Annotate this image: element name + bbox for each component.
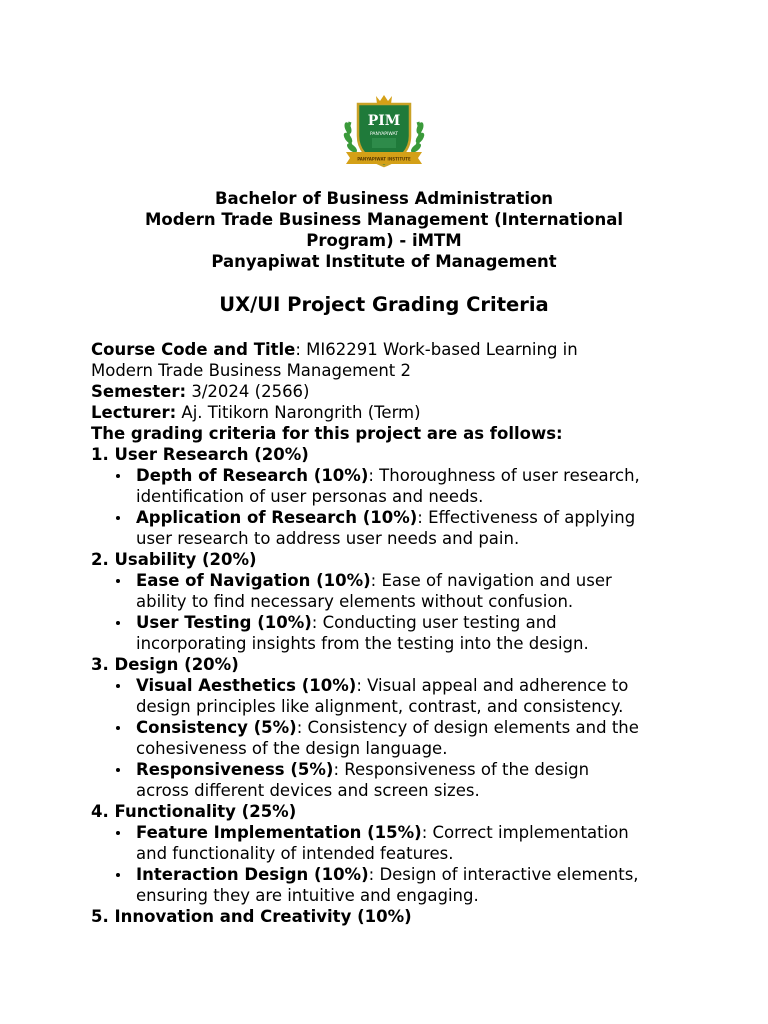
- criteria-name: Consistency (5%): [136, 718, 297, 737]
- course-info: [91, 339, 691, 381]
- header-program-line1: Modern Trade Business Management (International: [144, 210, 624, 229]
- criteria-item: [136, 717, 691, 759]
- criteria-desc: design principles like alignment, contrast, and consistency.: [136, 697, 624, 716]
- criteria-name: Visual Aesthetics (10%): [136, 676, 357, 695]
- section-heading: 2. Usability (20%): [91, 550, 257, 569]
- criteria-name: Feature Implementation (15%): [136, 823, 422, 842]
- criteria-item: [136, 864, 691, 906]
- criteria-list: [91, 822, 691, 906]
- criteria-desc: : Correct implementation: [421, 823, 629, 842]
- header-program-line2: Program) - iMTM: [306, 231, 462, 250]
- criteria-desc: : Thoroughness of user research,: [368, 466, 640, 485]
- course-value-line1: : MI62291 Work-based Learning in: [295, 340, 578, 359]
- criteria-desc: : Consistency of design elements and the: [296, 718, 639, 737]
- criteria-desc: ability to find necessary elements without confusion.: [136, 592, 574, 611]
- criteria-item: [136, 822, 691, 864]
- lecturer-label: Lecturer:: [91, 403, 177, 422]
- criteria-item: [136, 507, 691, 549]
- criteria-list: [91, 570, 691, 654]
- criteria-list: [91, 465, 691, 549]
- section-heading: 4. Functionality (25%): [91, 802, 297, 821]
- criteria-desc: : Design of interactive elements,: [368, 865, 639, 884]
- header-degree: Bachelor of Business Administration: [214, 189, 554, 208]
- criteria-desc: : Visual appeal and adherence to: [356, 676, 629, 695]
- criteria-item: [136, 570, 691, 612]
- section-heading: 3. Design (20%): [91, 655, 239, 674]
- criteria-desc: cohesiveness of the design language.: [136, 739, 448, 758]
- page-title: UX/UI Project Grading Criteria: [219, 293, 549, 316]
- program-header: [0, 188, 768, 272]
- criteria-desc: incorporating insights from the testing into the design.: [136, 634, 589, 653]
- criteria-item: [136, 759, 691, 801]
- criteria-desc: : Conducting user testing and: [311, 613, 557, 632]
- criteria-desc: : Effectiveness of applying: [417, 508, 636, 527]
- criteria-desc: and functionality of intended features.: [136, 844, 454, 863]
- lecturer-value: Aj. Titikorn Narongrith (Term): [176, 403, 421, 422]
- criteria-desc: user research to address user needs and pain.: [136, 529, 520, 548]
- criteria-name: Responsiveness (5%): [136, 760, 334, 779]
- pim-logo: [340, 92, 428, 172]
- lecturer-info: [91, 402, 691, 423]
- section-heading: 1. User Research (20%): [91, 445, 309, 464]
- criteria-name: Application of Research (10%): [136, 508, 418, 527]
- section-heading: 5. Innovation and Creativity (10%): [91, 907, 412, 926]
- course-value-line2: Modern Trade Business Management 2: [91, 361, 412, 380]
- criteria-name: Interaction Design (10%): [136, 865, 369, 884]
- document-body: [91, 339, 691, 927]
- logo-subtext: PANYAPIWAT: [369, 132, 399, 137]
- criteria-desc: : Ease of navigation and user: [370, 571, 612, 590]
- criteria-item: [136, 612, 691, 654]
- criteria-name: Ease of Navigation (10%): [136, 571, 371, 590]
- criteria-name: Depth of Research (10%): [136, 466, 369, 485]
- criteria-item: [136, 675, 691, 717]
- semester-info: [91, 381, 691, 402]
- logo-text: PIM: [367, 113, 401, 129]
- logo-ribbon-text: PANYAPIWAT INSTITUTE: [357, 156, 411, 162]
- criteria-intro: [91, 423, 691, 444]
- criteria-list: [91, 675, 691, 801]
- criteria-item: [136, 465, 691, 507]
- course-label: Course Code and Title: [91, 340, 296, 359]
- criteria-desc: ensuring they are intuitive and engaging.: [136, 886, 479, 905]
- header-institute: Panyapiwat Institute of Management: [211, 252, 557, 271]
- pim-logo-svg: [340, 92, 428, 172]
- criteria-desc: across different devices and screen sizes.: [136, 781, 480, 800]
- semester-label: Semester:: [91, 382, 187, 401]
- criteria-desc: : Responsiveness of the design: [333, 760, 590, 779]
- criteria-name: User Testing (10%): [136, 613, 312, 632]
- criteria-desc: identification of user personas and needs.: [136, 487, 484, 506]
- semester-value: 3/2024 (2566): [186, 382, 310, 401]
- criteria-intro-text: The grading criteria for this project are as follows:: [91, 424, 563, 443]
